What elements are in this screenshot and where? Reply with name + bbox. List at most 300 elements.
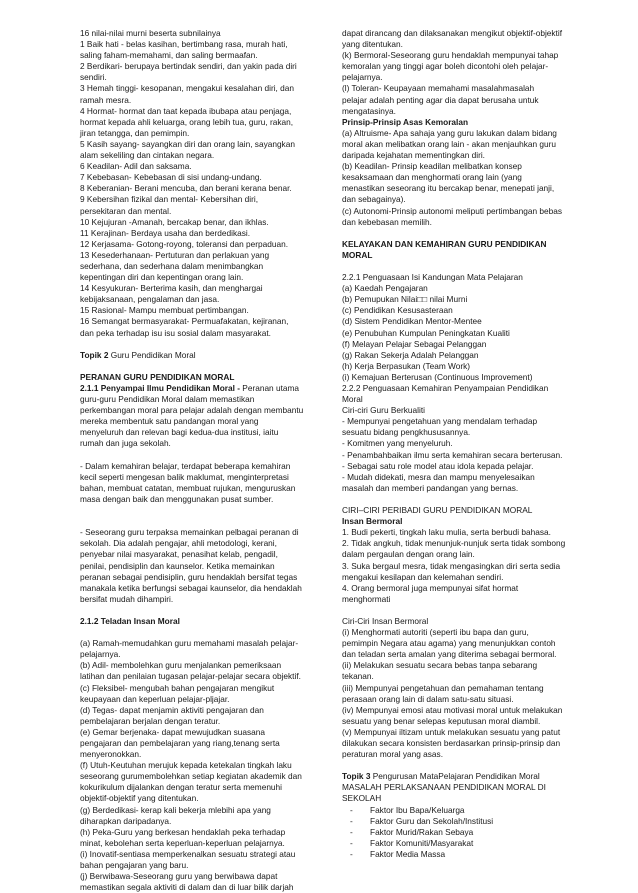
line-text: dan teladan serta amalan yang diterima sebagai bermoral. xyxy=(342,649,557,660)
bullet-item xyxy=(342,838,590,849)
line-text: mengatasinya. xyxy=(342,105,396,116)
line-text: (c) Autonomi-Prinsip autonomi meliputi pertimbangan bebas xyxy=(342,205,562,216)
bullet-dash: - xyxy=(350,804,353,815)
line-text: perasaan orang lain di dalam satu-satu situasi. xyxy=(342,693,514,704)
text-line xyxy=(80,660,330,671)
text-line xyxy=(342,339,590,350)
line-text: Peranan utama xyxy=(240,383,300,393)
line-text: bersifat mudah dihampiri. xyxy=(80,593,174,604)
line-text: ramah mesra. xyxy=(80,94,132,105)
line-text: 16 nilai-nilai murni beserta subnilainya xyxy=(80,28,221,38)
text-line xyxy=(342,161,590,172)
text-line xyxy=(342,694,590,705)
text-line xyxy=(342,39,590,50)
line-text: menastikan seseorang itu bercakap benar, menepati janji, xyxy=(342,183,555,194)
text-line xyxy=(80,316,330,327)
line-text: 2.2.1 Penguasaan Isi Kandungan Mata Pelajaran xyxy=(342,272,523,283)
text-line xyxy=(342,294,590,305)
line-text: dilakukan secara konsisten berdasarkan prinsip-prinsip dan xyxy=(342,738,561,748)
line-text: (d) Sistem Pendidikan Mentor-Mentee xyxy=(342,316,482,327)
bullet-item xyxy=(342,816,590,827)
text-line xyxy=(342,328,590,339)
text-line xyxy=(80,694,330,705)
line-text: - Seseorang guru terpaksa memainkan pelbagai peranan di xyxy=(80,527,299,538)
line-text: 15 Rasional- Mampu membuat pertimbangan. xyxy=(80,305,249,316)
text-line xyxy=(80,416,330,427)
line-text: (ii) Melakukan sesuatu secara bebas tanpa sebarang xyxy=(342,660,538,671)
line-text: (b) Keadilan- Prinsip keadilan melibatkan konsep xyxy=(342,161,522,172)
line-text: persekitaran dan mental. xyxy=(80,205,172,216)
text-line xyxy=(80,261,330,272)
line-text: sekolah. Dia adalah pengajar, ahli metodologi, kerani, xyxy=(80,538,277,549)
line-text: CIRI–CIRI PERIBADI GURU PENDIDIKAN MORAL xyxy=(342,505,533,516)
left-column xyxy=(80,28,330,893)
heading-line xyxy=(80,372,330,383)
line-text: seseorang gurumembolehkan setiap kegiatan akademik dan xyxy=(80,771,302,782)
line-text: alam sekeliling dan cintakan negara. xyxy=(80,150,215,161)
text-line xyxy=(342,782,590,793)
text-line xyxy=(80,494,330,505)
bold-text: 2.1.2 Teladan Insan Moral xyxy=(80,615,180,626)
bullet-dash: - xyxy=(350,815,353,826)
line-text: guru-guru Pendidikan Moral dalam memastikan xyxy=(80,394,255,405)
line-text: dan kebebasan memilih. xyxy=(342,216,432,227)
line-text: (a) Altruisme- Apa sahaja yang guru lakukan dalam bidang xyxy=(342,127,557,138)
text-line xyxy=(342,61,590,72)
line-text: (e) Penubuhan Kumpulan Peningkatan Kualiti xyxy=(342,327,510,338)
line-text: bahan, membuat catatan, membuat rujukan, menguruskan xyxy=(80,482,296,493)
bold-text: KELAYAKAN DAN KEMAHIRAN GURU PENDIDIKAN xyxy=(342,238,547,249)
line-text: sesuatu bidang pengkhususannya. xyxy=(342,427,471,438)
line-text: (d) Tegas- dapat menjamin aktiviti pengajaran dan xyxy=(80,704,264,715)
text-line xyxy=(342,738,590,749)
text-line xyxy=(80,139,330,150)
line-text: (e) Gemar berjenaka- dapat mewujudkan suasana xyxy=(80,726,265,737)
blank-line xyxy=(80,361,330,372)
text-line xyxy=(80,749,330,760)
text-line xyxy=(80,228,330,239)
line-text: penyebar nilai masyarakat, penasihat kelab, pengadil, xyxy=(80,549,278,560)
text-line xyxy=(80,849,330,860)
line-text: (i) Inovatif-sentiasa memperkenalkan sesuatu strategi atau xyxy=(80,848,296,859)
text-line xyxy=(80,106,330,117)
line-text: (h) Peka-Guru yang berkesan hendaklah peka terhadap xyxy=(80,826,286,837)
line-text: rumah dan juga sekolah. xyxy=(80,438,171,449)
text-line xyxy=(80,727,330,738)
text-line xyxy=(80,117,330,128)
line-text: moral akan melibatkan orang lain - akan menjauhkan guru xyxy=(342,138,557,149)
text-line xyxy=(80,183,330,194)
blank-line xyxy=(80,627,330,638)
bullet-item xyxy=(342,805,590,816)
line-text: (g) Berdedikasi- kerap kali bekerja mlebihi apa yang xyxy=(80,804,271,815)
text-line xyxy=(342,671,590,682)
text-line xyxy=(80,771,330,782)
line-text: dan peka terhadap isu isu sosial dalam masyarakat. xyxy=(80,327,271,338)
line-text: pembelajaran berjalan dengan teratur. xyxy=(80,715,221,726)
line-text: 9 Kebersihan fizikal dan mental- Kebersihan diri, xyxy=(80,194,259,205)
text-line xyxy=(342,361,590,372)
text-line xyxy=(342,272,590,283)
text-line xyxy=(80,272,330,283)
line-text: kesaksamaan dan menghormati orang lain (yang xyxy=(342,172,522,183)
text-line xyxy=(80,561,330,572)
line-text: (k) Bermoral-Seseorang guru hendaklah mempunyai tahap xyxy=(342,50,559,61)
text-line xyxy=(80,793,330,804)
bullet-text: Faktor Murid/Rakan Sebaya xyxy=(370,826,474,837)
text-line xyxy=(80,483,330,494)
line-text: bahan pengajaran yang baru. xyxy=(80,860,189,871)
text-line xyxy=(80,50,330,61)
text-line xyxy=(80,671,330,682)
bullet-dash: - xyxy=(350,837,353,848)
text-line xyxy=(80,83,330,94)
text-line xyxy=(80,305,330,316)
text-line xyxy=(342,383,590,394)
line-text: 3 Hemah tinggi- kesopanan, mengakui kesalahan diri, dan xyxy=(80,83,295,94)
line-text: dalam pergaulan dengan orang lain. xyxy=(342,549,475,560)
text-line xyxy=(342,128,590,139)
line-text: menghormati xyxy=(342,593,391,604)
heading-line xyxy=(342,117,590,128)
heading-line xyxy=(342,239,590,250)
line-text: Ciri-ciri Guru Berkualiti xyxy=(342,405,425,416)
line-text: mengakui kesilapan dan kelemahan sendiri. xyxy=(342,571,504,582)
text-line xyxy=(80,150,330,161)
blank-line xyxy=(80,450,330,461)
text-line xyxy=(80,782,330,793)
text-line xyxy=(80,427,330,438)
bullet-text: Faktor Media Massa xyxy=(370,848,446,859)
text-line xyxy=(342,350,590,361)
blank-line xyxy=(342,228,590,239)
line-text: sendiri. xyxy=(80,72,107,83)
text-line xyxy=(342,649,590,660)
blank-line xyxy=(80,605,330,616)
line-text: SEKOLAH xyxy=(342,793,382,804)
text-line xyxy=(80,805,330,816)
line-text: 10 Kejujuran -Amanah, bercakap benar, dan ikhlas. xyxy=(80,216,269,227)
heading-line xyxy=(80,383,330,394)
bold-text: Insan Bermoral xyxy=(342,516,403,527)
text-line xyxy=(80,871,330,882)
text-line xyxy=(80,738,330,749)
text-line xyxy=(342,95,590,106)
line-text: (l) Toleran- Keupayaan memahami masalahmasalah xyxy=(342,83,535,94)
text-line xyxy=(342,627,590,638)
line-text: hormat kepada ahli keluarga, orang lebih tua, guru, rakan, xyxy=(80,116,294,127)
text-line xyxy=(342,194,590,205)
line-text: keupayaan dan keperluan pelajar-pljajar. xyxy=(80,693,230,704)
text-line xyxy=(80,760,330,771)
heading-line xyxy=(342,516,590,527)
text-line xyxy=(342,316,590,327)
line-text: 2.2.2 Penguasaan Kemahiran Penyampaian Pendidikan xyxy=(342,383,549,393)
bold-text: Topik 2 xyxy=(80,349,109,360)
line-text: (b) Pemupukan Nilai□□ nilai Murni xyxy=(342,294,468,305)
text-line xyxy=(80,472,330,483)
line-text: (v) Mempunyai iltizam untuk melakukan sesuatu yang patut xyxy=(342,726,561,737)
line-text: 1. Budi pekerti, tingkah laku mulia, serta berbudi bahasa. xyxy=(342,527,551,538)
line-text: (c) Pendidikan Kesusasteraan xyxy=(342,305,453,316)
line-text: 14 Kesyukuran- Berterima kasih, dan menghargai xyxy=(80,283,263,294)
line-text: kebijaksanaan, pengalaman dan jasa. xyxy=(80,294,220,305)
blank-line xyxy=(342,261,590,272)
text-line xyxy=(342,450,590,461)
text-line xyxy=(80,638,330,649)
line-text: 8 Keberanian- Berani mencuba, dan berani kerana benar. xyxy=(80,183,292,194)
line-text: - Mempunyai pengetahuan yang mendalam terhadap xyxy=(342,416,538,427)
line-text: masa dengan baik dan menggunakan pusat sumber. xyxy=(80,493,274,504)
text-line xyxy=(342,139,590,150)
text-line xyxy=(80,583,330,594)
line-text: tekanan. xyxy=(342,671,374,682)
text-line xyxy=(80,549,330,560)
bullet-text: Faktor Ibu Bapa/Keluarga xyxy=(370,804,465,815)
text-line xyxy=(342,505,590,516)
text-line xyxy=(80,649,330,660)
line-text: masalah dan memberi pandangan yang bernas. xyxy=(342,482,519,493)
text-line xyxy=(342,616,590,627)
text-line xyxy=(342,83,590,94)
line-text: 12 Kerjasama- Gotong-royong, toleransi dan perpaduan. xyxy=(80,238,289,249)
text-line xyxy=(342,660,590,671)
text-line xyxy=(80,538,330,549)
right-column xyxy=(342,28,590,860)
line-text: (f) Utuh-Keutuhan merujuk kepada ketekalan tingkah laku xyxy=(80,760,292,771)
blank-line xyxy=(342,605,590,616)
line-text: 13 Kesederhanaan- Pertuturan dan perlakuan yang xyxy=(80,249,270,260)
line-text: pelajarnya. xyxy=(80,649,121,660)
heading-line xyxy=(80,616,330,627)
text-line xyxy=(342,705,590,716)
line-text: Guru Pendidikan Moral xyxy=(108,349,196,360)
text-line xyxy=(342,483,590,494)
line-text: pelajarnya. xyxy=(342,72,383,83)
text-line xyxy=(342,793,590,804)
line-text: 5 Kasih sayang- sayangkan diri dan orang lain, sayangkan xyxy=(80,138,295,149)
line-text: kepentingan diri dan kepentingan orang lain. xyxy=(80,272,244,283)
heading-line xyxy=(80,350,330,361)
text-line xyxy=(80,705,330,716)
line-text: pemimpin Negara atau agama) yang menunjukkan contoh xyxy=(342,638,556,649)
line-text: peraturan moral yang asas. xyxy=(342,749,444,760)
line-text: pelajar adalah penting agar dia dapat berusaha untuk xyxy=(342,94,539,105)
line-text: (a) Kaedah Pengajaran xyxy=(342,283,428,294)
text-line xyxy=(80,128,330,139)
text-line xyxy=(342,527,590,538)
line-text: kemoralan yang tinggi agar boleh dicontohi oleh pelajar- xyxy=(342,61,549,72)
text-line xyxy=(342,183,590,194)
text-line xyxy=(342,50,590,61)
text-line xyxy=(80,882,330,893)
line-text: kecil seperti mengesan balik maklumat, menginterpretasi xyxy=(80,471,289,482)
line-text: latihan dan penilaian tugasan pelajar-pelajar secara objektif. xyxy=(80,671,301,682)
line-text: Moral xyxy=(342,394,363,405)
line-text: 2 Berdikari- berupaya bertindak sendiri, dan yakin pada diri xyxy=(80,61,297,72)
text-line xyxy=(342,749,590,760)
text-line xyxy=(342,549,590,560)
text-line xyxy=(342,206,590,217)
bold-text: MORAL xyxy=(342,249,373,260)
line-text: menyeluruh dan relevan bagi kedua-dua institusi, iaitu xyxy=(80,427,279,438)
text-line xyxy=(80,594,330,605)
line-text: pengajaran dan pembelajaran yang riang,tenang serta xyxy=(80,738,280,748)
text-line xyxy=(80,161,330,172)
text-line xyxy=(80,827,330,838)
text-line xyxy=(80,328,330,339)
text-line xyxy=(342,150,590,161)
line-text: penilai, pendisiplin dan kaunselor. Ketika memainkan xyxy=(80,560,275,571)
text-line xyxy=(80,61,330,72)
text-line xyxy=(342,283,590,294)
line-text: minat, kebolehan serta keperluan-keperluan pelajarnya. xyxy=(80,837,285,848)
line-text: 4 Hormat- hormat dan taat kepada ibubapa atau penjaga, xyxy=(80,105,292,116)
bullet-dash: - xyxy=(350,826,353,837)
text-line xyxy=(80,194,330,205)
line-text: (i) Menghormati autoriti (seperti ibu bapa dan guru, xyxy=(342,627,529,638)
line-text: 7 Kebebasan- Kebebasan di sisi undang-undang. xyxy=(80,172,262,183)
line-text: yang ditentukan. xyxy=(342,39,403,50)
text-line xyxy=(80,72,330,83)
line-text: 16 Semangat bermasyarakat- Permuafakatan, kejiranan, xyxy=(80,316,289,327)
line-text: objektif-objektif yang ditentukan. xyxy=(80,793,199,804)
text-line xyxy=(342,716,590,727)
line-text: (g) Rakan Sekerja Adalah Pelanggan xyxy=(342,349,479,360)
text-line xyxy=(342,683,590,694)
text-line xyxy=(342,394,590,405)
line-text: 11 Kerajinan- Berdaya usaha dan berdedikasi. xyxy=(80,227,251,238)
line-text: - Penambahbaikan ilmu serta kemahiran secara berterusan. xyxy=(342,449,563,460)
text-line xyxy=(342,638,590,649)
text-line xyxy=(342,438,590,449)
text-line xyxy=(80,816,330,827)
text-line xyxy=(80,405,330,416)
text-line xyxy=(80,250,330,261)
blank-line xyxy=(342,494,590,505)
text-line xyxy=(80,217,330,228)
text-line xyxy=(342,727,590,738)
bullet-item xyxy=(342,849,590,860)
text-line xyxy=(342,572,590,583)
line-text: perkembangan moral para pelajar adalah dengan membantu xyxy=(80,405,304,416)
text-line xyxy=(80,716,330,727)
text-line xyxy=(342,538,590,549)
text-line xyxy=(342,461,590,472)
text-line xyxy=(342,305,590,316)
line-text: dapat dirancang dan dilaksanakan mengikut objektif-objektif xyxy=(342,28,563,38)
text-line xyxy=(80,95,330,106)
text-line xyxy=(80,527,330,538)
bold-text: Prinsip-Prinsip Asas Kemoralan xyxy=(342,116,469,127)
line-text: - Komitmen yang menyeluruh. xyxy=(342,438,453,449)
line-text: Ciri-Ciri Insan Bermoral xyxy=(342,615,429,626)
line-text: (j) Berwibawa-Seseorang guru yang berwibawa dapat xyxy=(80,871,278,882)
line-text: memastikan segala aktiviti di dalam dan di luar bilik darjah xyxy=(80,882,294,893)
line-text: MASALAH PERLAKSANAAN PENDIDIKAN MORAL DI xyxy=(342,782,546,793)
bullet-text: Faktor Guru dan Sekolah/Institusi xyxy=(370,815,494,826)
text-line xyxy=(342,172,590,183)
line-text: (h) Kerja Berpasukan (Team Work) xyxy=(342,360,471,371)
text-line xyxy=(80,206,330,217)
line-text: mereka membentuk satu pandangan moral yang xyxy=(80,416,259,427)
text-line xyxy=(342,72,590,83)
heading-line xyxy=(342,771,590,782)
line-text: (i) Kemajuan Berterusan (Continuous Improvement) xyxy=(342,371,533,382)
blank-line xyxy=(80,516,330,527)
text-line xyxy=(342,472,590,483)
text-line xyxy=(342,427,590,438)
line-text: - Dalam kemahiran belajar, terdapat beberapa kemahiran xyxy=(80,460,291,471)
line-text: 3. Suka bergaul mesra, tidak mengasingkan diri serta sedia xyxy=(342,560,561,571)
text-line xyxy=(80,683,330,694)
line-text: (b) Adil- membolehkan guru menjalankan pemeriksaan xyxy=(80,660,282,671)
text-line xyxy=(80,572,330,583)
text-line xyxy=(342,106,590,117)
bullet-item xyxy=(342,827,590,838)
text-line xyxy=(80,39,330,50)
line-text: (iv) Mempunyai emosi atau motivasi moral untuk melakukan xyxy=(342,704,563,715)
bold-text: PERANAN GURU PENDIDIKAN MORAL xyxy=(80,371,235,382)
line-text: Pengurusan MataPelajaran Pendidikan Moral xyxy=(370,771,540,782)
text-line xyxy=(80,438,330,449)
line-text: menyeronokkan. xyxy=(80,749,142,760)
line-text: 6 Keadilan- Adil dan saksama. xyxy=(80,161,192,172)
text-line xyxy=(80,860,330,871)
line-text: saling faham-memahami, dan saling bermaafan. xyxy=(80,50,258,61)
line-text: diharapkan daripadanya. xyxy=(80,815,172,826)
text-line xyxy=(342,28,590,39)
text-line xyxy=(342,372,590,383)
text-line xyxy=(342,405,590,416)
line-text: jiran tetangga, dan pemimpin. xyxy=(80,127,190,138)
line-text: peranan sebagai pendisiplin, guru hendaklah bersifat tegas xyxy=(80,571,298,582)
text-line xyxy=(342,583,590,594)
line-text: sederhana, dan sederhana dalam menimbangkan xyxy=(80,260,264,271)
text-line xyxy=(342,594,590,605)
blank-line xyxy=(80,505,330,516)
bold-text: 2.1.1 Penyampai Ilmu Pendidikan Moral - xyxy=(80,383,240,393)
line-text: daripada kejahatan mementingkan diri. xyxy=(342,150,485,161)
line-text: 4. Orang bermoral juga mempunyai sifat hormat xyxy=(342,582,519,593)
bullet-dash: - xyxy=(350,848,353,859)
blank-line xyxy=(342,760,590,771)
text-line xyxy=(80,239,330,250)
text-line xyxy=(342,217,590,228)
line-text: manakala ketika berfungsi sebagai kaunselor, dia hendaklah xyxy=(80,582,302,593)
line-text: 2. Tidak angkuh, tidak menunjuk-nunjuk serta tidak sombong xyxy=(342,538,566,549)
line-text: (f) Melayan Pelajar Sebagai Pelanggan xyxy=(342,338,487,349)
text-line xyxy=(80,172,330,183)
blank-line xyxy=(80,339,330,350)
text-line xyxy=(80,394,330,405)
line-text: 1 Baik hati - belas kasihan, bertimbang rasa, murah hati, xyxy=(80,39,288,50)
bold-text: Topik 3 xyxy=(342,771,371,782)
line-text: - Sebagai satu role model atau idola kepada pelajar. xyxy=(342,460,534,471)
text-line xyxy=(342,416,590,427)
text-line xyxy=(80,28,330,39)
line-text: (a) Ramah-memudahkan guru memahami masalah pelajar- xyxy=(80,638,299,649)
text-line xyxy=(342,561,590,572)
text-line xyxy=(80,283,330,294)
line-text: kokurikulum dijalankan dengan teratur serta memenuhi xyxy=(80,782,283,793)
bullet-text: Faktor Komuniti/Masyarakat xyxy=(370,837,474,848)
line-text: - Mudah didekati, mesra dan mampu menyelesaikan xyxy=(342,471,535,482)
text-line xyxy=(80,461,330,472)
line-text: sesuatu yang benar selepas keputusan moral diambil. xyxy=(342,715,541,726)
text-line xyxy=(80,838,330,849)
text-line xyxy=(80,294,330,305)
